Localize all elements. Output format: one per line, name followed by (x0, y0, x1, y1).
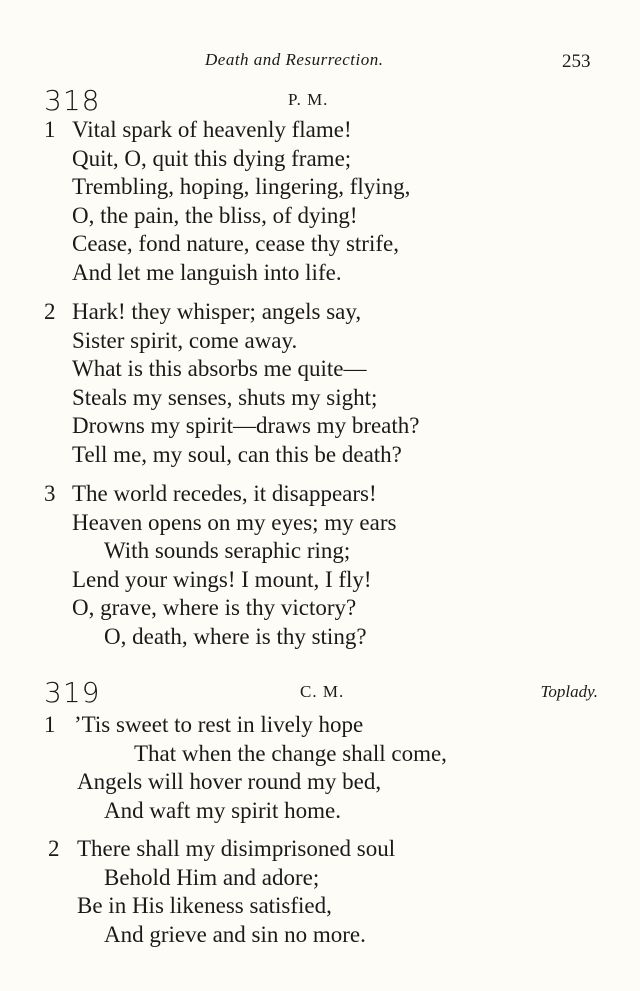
running-head (0, 48, 640, 74)
hymn-header (0, 84, 640, 118)
stanza-number: 3 (44, 481, 56, 506)
verse-line: Drowns my spirit—draws my breath? (72, 413, 420, 439)
verse-line: Tell me, my soul, can this be death? (72, 442, 402, 467)
verse-line: Hark! they whisper; angels say, (72, 299, 362, 324)
hymn-meter: C. M. (300, 682, 345, 701)
verse-line: With sounds seraphic ring; (104, 538, 351, 564)
verse-line: Behold Him and adore; (104, 864, 320, 890)
stanza-number: 2 (44, 299, 56, 324)
page-number: 253 (562, 51, 591, 72)
stanza-number: 1 (44, 712, 56, 737)
section-title: Death and Resurrection. (205, 50, 384, 69)
hymn-number: 319 (44, 676, 101, 709)
verse-line: Vital spark of heavenly flame! (72, 117, 352, 142)
verse-line: The world recedes, it disappears! (72, 481, 377, 506)
hymn-number: 318 (44, 84, 101, 117)
verse-line: Lend your wings! I mount, I fly! (72, 566, 372, 592)
verse-line: Steals my senses, shuts my sight; (72, 384, 378, 410)
verse-line: There shall my disimprisoned soul (77, 836, 396, 861)
verse-line: Be in His likeness satisfied, (77, 893, 332, 919)
hymn-meter: P. M. (288, 90, 329, 109)
verse-line: O, death, where is thy sting? (104, 624, 367, 649)
verse-line: That when the change shall come, (134, 740, 447, 766)
verse-line: And grieve and sin no more. (104, 921, 366, 947)
verse-line: Cease, fond nature, cease thy strife, (72, 231, 399, 257)
verse-line: What is this absorbs me quite— (72, 356, 367, 382)
hymn-header (0, 676, 640, 710)
verse-line: Trembling, hoping, lingering, flying, (72, 174, 411, 200)
verse-line: O, grave, where is thy victory? (72, 595, 357, 621)
verse-line: ’Tis sweet to rest in lively hope (74, 712, 364, 737)
verse-line: Quit, O, quit this dying frame; (72, 145, 352, 171)
stanza-number: 2 (48, 836, 60, 861)
verse-line: O, the pain, the bliss, of dying! (72, 202, 358, 228)
stanza-number: 1 (44, 117, 56, 142)
verse-line: And waft my spirit home. (104, 797, 341, 823)
hymn-author: Toplady. (540, 682, 598, 701)
verse-line: Angels will hover round my bed, (77, 769, 382, 795)
verse-line: Heaven opens on my eyes; my ears (72, 509, 397, 535)
verse-line: And let me languish into life. (72, 260, 342, 285)
verse-line: Sister spirit, come away. (72, 327, 298, 353)
